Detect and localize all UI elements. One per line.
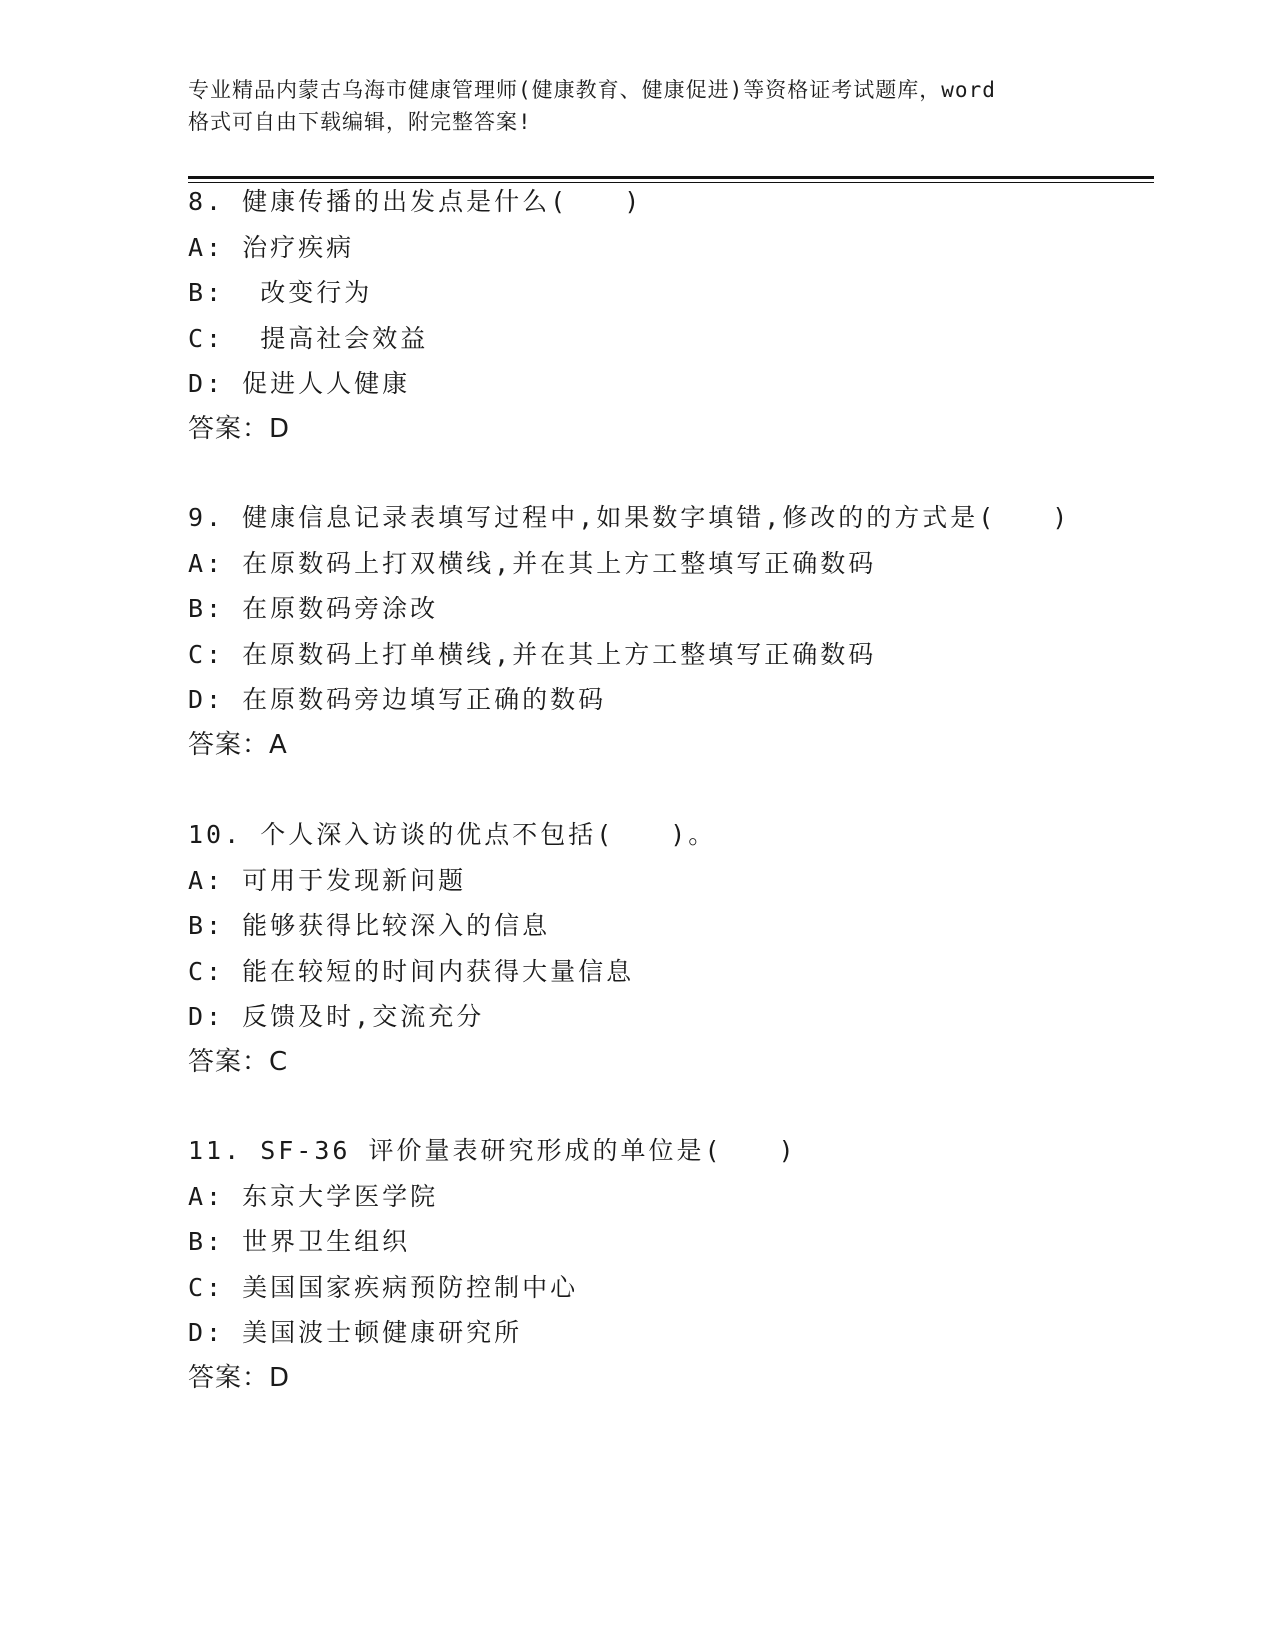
- question-stem: 9. 健康信息记录表填写过程中,如果数字填错,修改的的方式是( ): [188, 503, 1071, 532]
- option-d: D: 反馈及时,交流充分: [188, 1002, 485, 1031]
- answer: 答案：D: [188, 413, 291, 444]
- question-8: [188, 179, 1188, 452]
- question-11: [188, 1128, 1188, 1401]
- header-line-2: 格式可自由下载编辑，附完整答案!: [188, 110, 532, 134]
- answer: 答案：A: [188, 729, 288, 760]
- option-b: B: 世界卫生组织: [188, 1227, 411, 1256]
- option-b: B: 在原数码旁涂改: [188, 594, 439, 623]
- question-stem: 10. 个人深入访谈的优点不包括( )。: [188, 820, 717, 849]
- question-stem: 8. 健康传播的出发点是什么( ): [188, 187, 643, 216]
- question-10: [188, 812, 1188, 1085]
- option-b: B: 改变行为: [188, 278, 373, 307]
- option-c: C: 提高社会效益: [188, 323, 429, 353]
- option-c: C: 美国国家疾病预防控制中心: [188, 1272, 579, 1302]
- document-header: [188, 74, 1088, 138]
- question-stem: 11. SF-36 评价量表研究形成的单位是( ): [188, 1136, 797, 1165]
- question-9: [188, 495, 1188, 768]
- option-b: B: 能够获得比较深入的信息: [188, 911, 551, 940]
- option-d: D: 促进人人健康: [188, 369, 411, 398]
- option-a: A: 在原数码上打双横线,并在其上方工整填写正确数码: [188, 548, 877, 578]
- answer: 答案：C: [188, 1046, 289, 1077]
- answer: 答案：D: [188, 1362, 291, 1393]
- option-d: D: 美国波士顿健康研究所: [188, 1318, 523, 1347]
- option-c: C: 能在较短的时间内获得大量信息: [188, 956, 635, 986]
- option-a: A: 治疗疾病: [188, 232, 355, 262]
- option-a: A: 可用于发现新问题: [188, 865, 467, 895]
- option-c: C: 在原数码上打单横线,并在其上方工整填写正确数码: [188, 639, 877, 669]
- header-line-1: 专业精品内蒙古乌海市健康管理师(健康教育、健康促进)等资格证考试题库，word: [188, 78, 996, 102]
- option-d: D: 在原数码旁边填写正确的数码: [188, 685, 607, 714]
- option-a: A: 东京大学医学院: [188, 1181, 439, 1211]
